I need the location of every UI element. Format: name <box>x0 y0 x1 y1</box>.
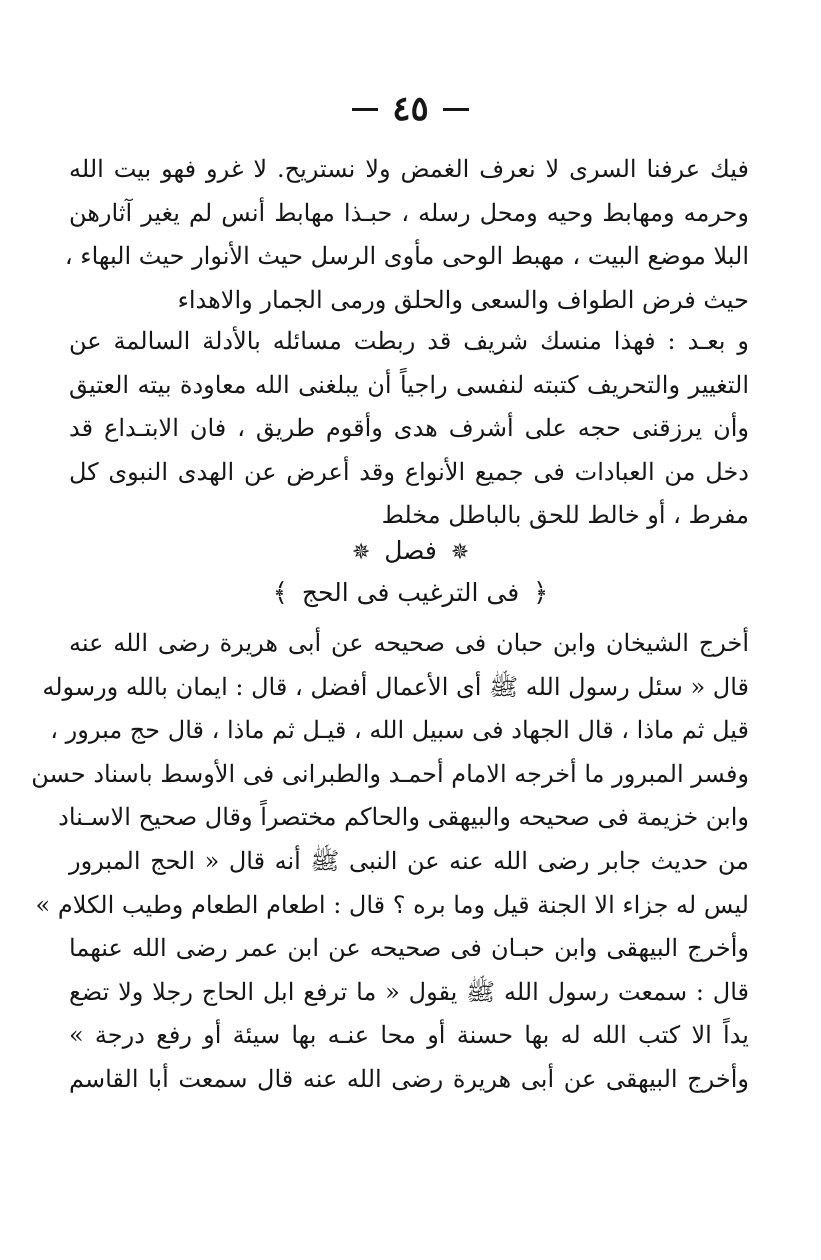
section-subtitle: فى الترغيب فى الحج <box>301 578 520 607</box>
paragraph-introduction <box>69 320 749 538</box>
text-line: ليس له جزاء الا الجنة قيل وما بره ؟ قال : اطعام الطعام وطيب الكلام » <box>35 890 749 919</box>
text-line: وفسر المبرور ما أخرجه الامام أحمـد والطبرانى فى الأوسط باسناد حسن <box>31 759 749 788</box>
header-dash-left <box>352 108 378 111</box>
text-line: من حديث جابر رضى الله عنه عن النبى ﷺ أنه قال « الحج المبرور <box>69 846 749 875</box>
page-header <box>0 84 821 134</box>
brace-close: ﴾ <box>272 578 288 608</box>
text-line: مفرط ، أو خالط للحق بالباطل مخلط <box>381 501 749 530</box>
text-line: قال « سئل رسول الله ﷺ أى الأعمال أفضل ، قال : ايمان بالله ورسوله <box>42 672 749 701</box>
paragraph-hadith <box>31 622 750 1102</box>
header-dash-right <box>443 108 469 111</box>
text-line: يداً الا كتب الله له بها حسنة أو محا عنـه بها سيئة أو رفع درجة » <box>69 1021 749 1050</box>
text-line: أخرج الشيخان وابن حبان فى صحيحه عن أبى هريرة رضى الله عنه <box>69 629 749 657</box>
text-line: فيك عرفنا السرى لا نعرف الغمض ولا نستريح. لا غرو فهو بيت الله <box>69 155 749 183</box>
text-line: البلا موضع البيت ، مهبط الوحى مأوى الرسل حيث الأنوار حيث البهاء ، <box>64 242 749 271</box>
section-title: فصل <box>384 536 437 565</box>
text-line: التغيير والتحريف كتبته لنفسى راجياً أن يبلغنى الله معاودة بيته العتيق <box>69 370 749 399</box>
text-line: دخل من العبادات فى جميع الأنواع وقد أعرض عن الهدى النبوى كل <box>69 457 749 486</box>
text-line: وأن يرزقنى حجه على أشرف هدى وأقوم طريق ، فان الابتـداع قد <box>69 414 749 443</box>
ornament-icon: ✵ <box>450 540 470 565</box>
text-line: وابن خزيمة فى صحيحه والبيهقى والحاكم مختصراً وقال صحيح الاسـناد <box>58 803 749 832</box>
page-number: ٤٥ <box>392 89 429 129</box>
text-line: وأخرج البيهقى وابن حبـان فى صحيحه عن ابن عمر رضى الله عنهما <box>69 934 749 963</box>
text-line: وحرمه ومهابط وحيه ومحل رسله ، حبـذا مهابط أنس لم يغير آثارهن <box>69 198 749 227</box>
text-line: قال : سمعت رسول الله ﷺ يقول « ما ترفع ابل الحاج رجلا ولا تضع <box>69 977 750 1006</box>
text-line: حيث فرض الطواف والسعى والحلق ورمى الجمار والاهداء <box>177 285 749 314</box>
brace-open: ﴿ <box>533 578 549 608</box>
paragraph-praise <box>64 148 749 322</box>
text-line: و بعـد : فهذا منسك شريف قد ربطت مسائله بالأدلة السالمة عن <box>69 327 749 355</box>
section-subheading <box>0 578 821 608</box>
text-line: قيل ثم ماذا ، قال الجهاد فى سبيل الله ، قيـل ثم ماذا ، قال حج مبرور ، <box>50 716 749 745</box>
text-line: وأخرج البيهقى عن أبى هريرة رضى الله عنه قال سمعت أبا القاسم <box>69 1064 749 1093</box>
ornament-icon: ✵ <box>351 540 371 565</box>
section-heading <box>0 536 821 565</box>
